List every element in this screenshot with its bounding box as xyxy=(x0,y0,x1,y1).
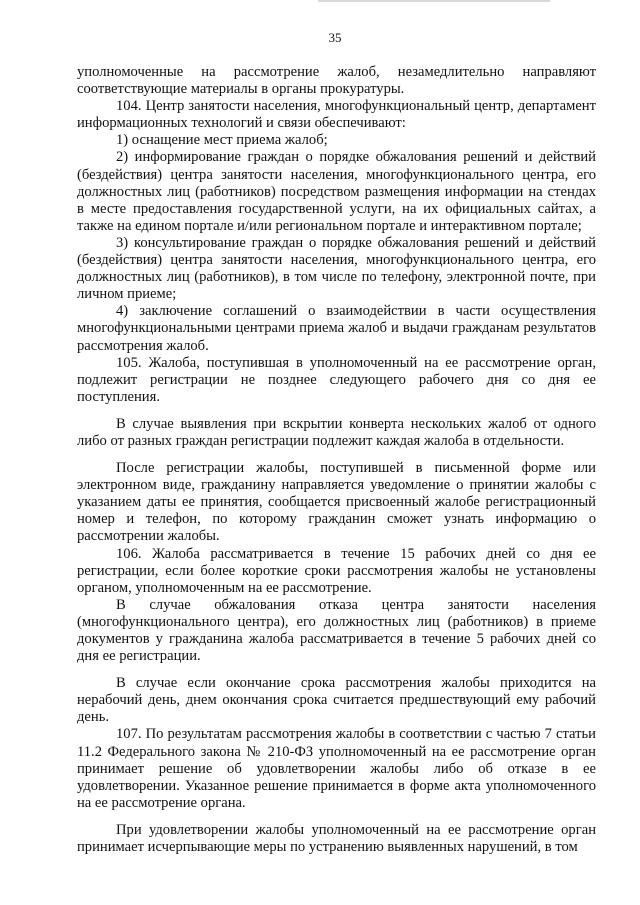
paragraph-104: 104. Центр занятости населения, многофункциональный центр, департамент информационных технологий и связи обеспечивают: xyxy=(77,98,596,132)
paragraph-105-envelope: В случае выявления при вскрытии конверта нескольких жалоб от одного либо от разных граждан регистрации подлежит каждая жалоба в отдельности. xyxy=(77,415,596,449)
paragraph-107-satisfaction: При удовлетворении жалобы уполномоченный на ее рассмотрение орган принимает исчерпывающие меры по устранению выявленных нарушений, в том xyxy=(77,821,596,856)
list-item-1: 1) оснащение мест приема жалоб; xyxy=(116,132,328,149)
page-number: 35 xyxy=(328,30,342,45)
list-item-3: 3) консультирование граждан о порядке обжалования решений и действий (бездействия) центра занятости населения, многофункционального центра, его должностных лиц (работников), в том числе по телефону, электронной почте, при личном приеме; xyxy=(77,234,596,303)
paragraph-105: 105. Жалоба, поступившая в уполномоченный на ее рассмотрение орган, подлежит регистрации не позднее следующего рабочего дня со дня ее поступления. xyxy=(77,354,596,405)
paragraph-106-holiday: В случае если окончание срока рассмотрения жалобы приходится на нерабочий день, днем окончания срока считается предшествующий ему рабочий день. xyxy=(77,675,596,726)
list-item-4: 4) заключение соглашений о взаимодействии в части осуществления многофункциональными центрами приема жалоб и выдачи гражданам результатов рассмотрения жалоб. xyxy=(77,303,596,354)
scan-edge-mark xyxy=(318,0,550,2)
paragraph-107: 107. По результатам рассмотрения жалобы в соответствии с частью 7 статьи 11.2 Федерального закона № 210-ФЗ уполномоченный на ее рассмотрение орган принимает решение об удовлетворении жалобы либо об отказе в ее удовлетворении. Указанное решение принимается в форме акта уполномоченного на ее рассмотрение органа. xyxy=(77,726,596,811)
paragraph-continuation: уполномоченные на рассмотрение жалоб, незамедлительно направляют соответствующие материалы в органы прокуратуры. xyxy=(77,64,596,98)
paragraph-106-refusal: В случае обжалования отказа центра занятости населения (многофункционального центра), его должностных лиц (работников) в приеме документов у гражданина жалоба рассматривается в течение 5 рабочих дней со дня ее регистрации. xyxy=(77,596,596,665)
paragraph-106: 106. Жалоба рассматривается в течение 15 рабочих дней со дня ее регистрации, если более короткие сроки рассмотрения жалобы не установлены органом, уполномоченным на ее рассмотрение. xyxy=(77,545,596,596)
list-item-2: 2) информирование граждан о порядке обжалования решений и действий (бездействия) центра занятости населения, многофункционального центра, его должностных лиц (работников) посредством размещения информации на стендах в месте предоставления государственной услуги, на их официальных сайтах, а также на едином портале и/или региональном портале и интерактивном портале; xyxy=(77,149,596,234)
paragraph-105-notification: После регистрации жалобы, поступившей в письменной форме или электронном виде, гражданину направляется уведомление о принятии жалобы с указанием даты ее принятия, сообщается присвоенный жалобе регистрационный номер и телефон, по которому гражданин сможет узнать информацию о рассмотрении жалобы. xyxy=(77,460,596,545)
document-body xyxy=(77,64,596,856)
